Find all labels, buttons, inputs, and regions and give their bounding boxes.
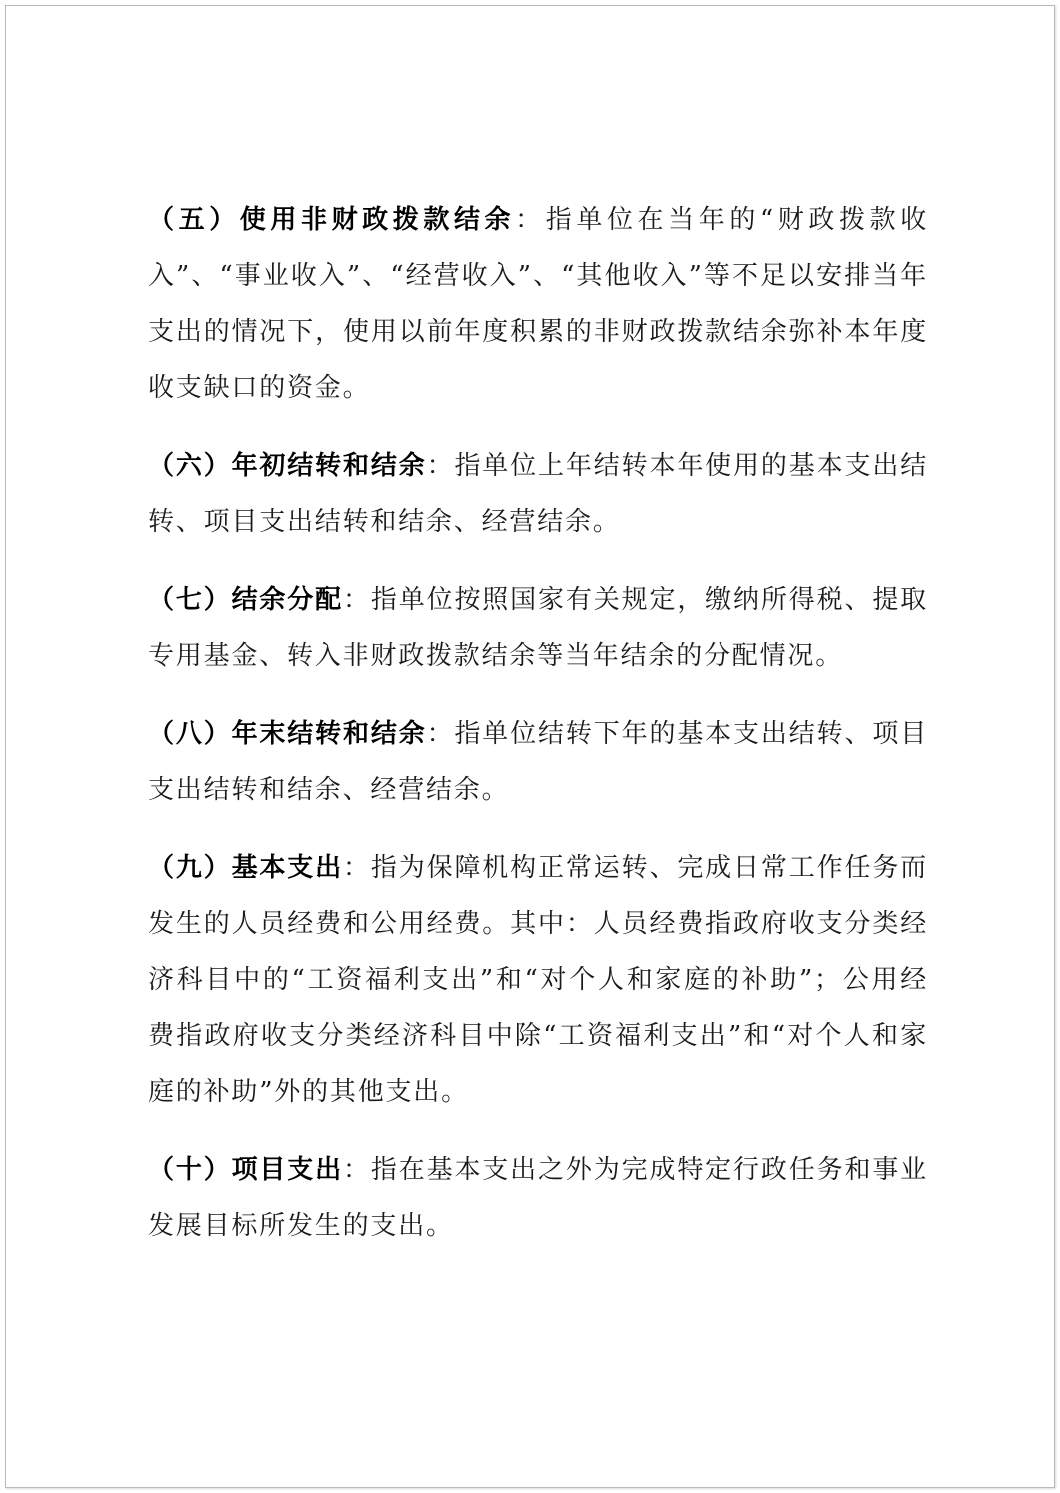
paragraph-heading: （七）结余分配 bbox=[148, 585, 344, 615]
paragraph-item bbox=[148, 572, 928, 684]
paragraph-item bbox=[148, 1142, 928, 1254]
paragraph-item bbox=[148, 840, 928, 1120]
paragraph-text: ：指单位在当年的“财政拨款收入”、“事业收入”、“经营收入”、“其他收入”等不足以安排当年支出的情况下，使用以前年度积累的非财政拨款结余弥补本年度收支缺口的资金。 bbox=[148, 205, 928, 403]
paragraph-heading: （八）年末结转和结余 bbox=[148, 719, 427, 749]
paragraph-heading: （九）基本支出 bbox=[148, 853, 344, 883]
paragraph-text: ：指单位按照国家有关规定，缴纳所得税、提取专用基金、转入非财政拨款结余等当年结余的分配情况。 bbox=[148, 585, 928, 671]
paragraph-text: ：指为保障机构正常运转、完成日常工作任务而发生的人员经费和公用经费。其中：人员经费指政府收支分类经济科目中的“工资福利支出”和“对个人和家庭的补助”；公用经费指政府收支分类经济科目中除“工资福利支出”和“对个人和家庭的补助”外的其他支出。 bbox=[148, 853, 928, 1107]
paragraph-text: ：指单位上年结转本年使用的基本支出结转、项目支出结转和结余、经营结余。 bbox=[148, 451, 928, 537]
paragraph-heading: （六）年初结转和结余 bbox=[148, 451, 427, 481]
paragraph-heading: （十）项目支出 bbox=[148, 1155, 344, 1185]
paragraph-text: ：指在基本支出之外为完成特定行政任务和事业发展目标所发生的支出。 bbox=[148, 1155, 928, 1241]
paragraph-item bbox=[148, 192, 928, 416]
paragraph-text: ：指单位结转下年的基本支出结转、项目支出结转和结余、经营结余。 bbox=[148, 719, 928, 805]
document-page bbox=[5, 5, 1055, 1488]
document-body bbox=[148, 192, 928, 1276]
paragraph-heading: （五）使用非财政拨款结余 bbox=[148, 205, 516, 235]
paragraph-item bbox=[148, 706, 928, 818]
paragraph-item bbox=[148, 438, 928, 550]
